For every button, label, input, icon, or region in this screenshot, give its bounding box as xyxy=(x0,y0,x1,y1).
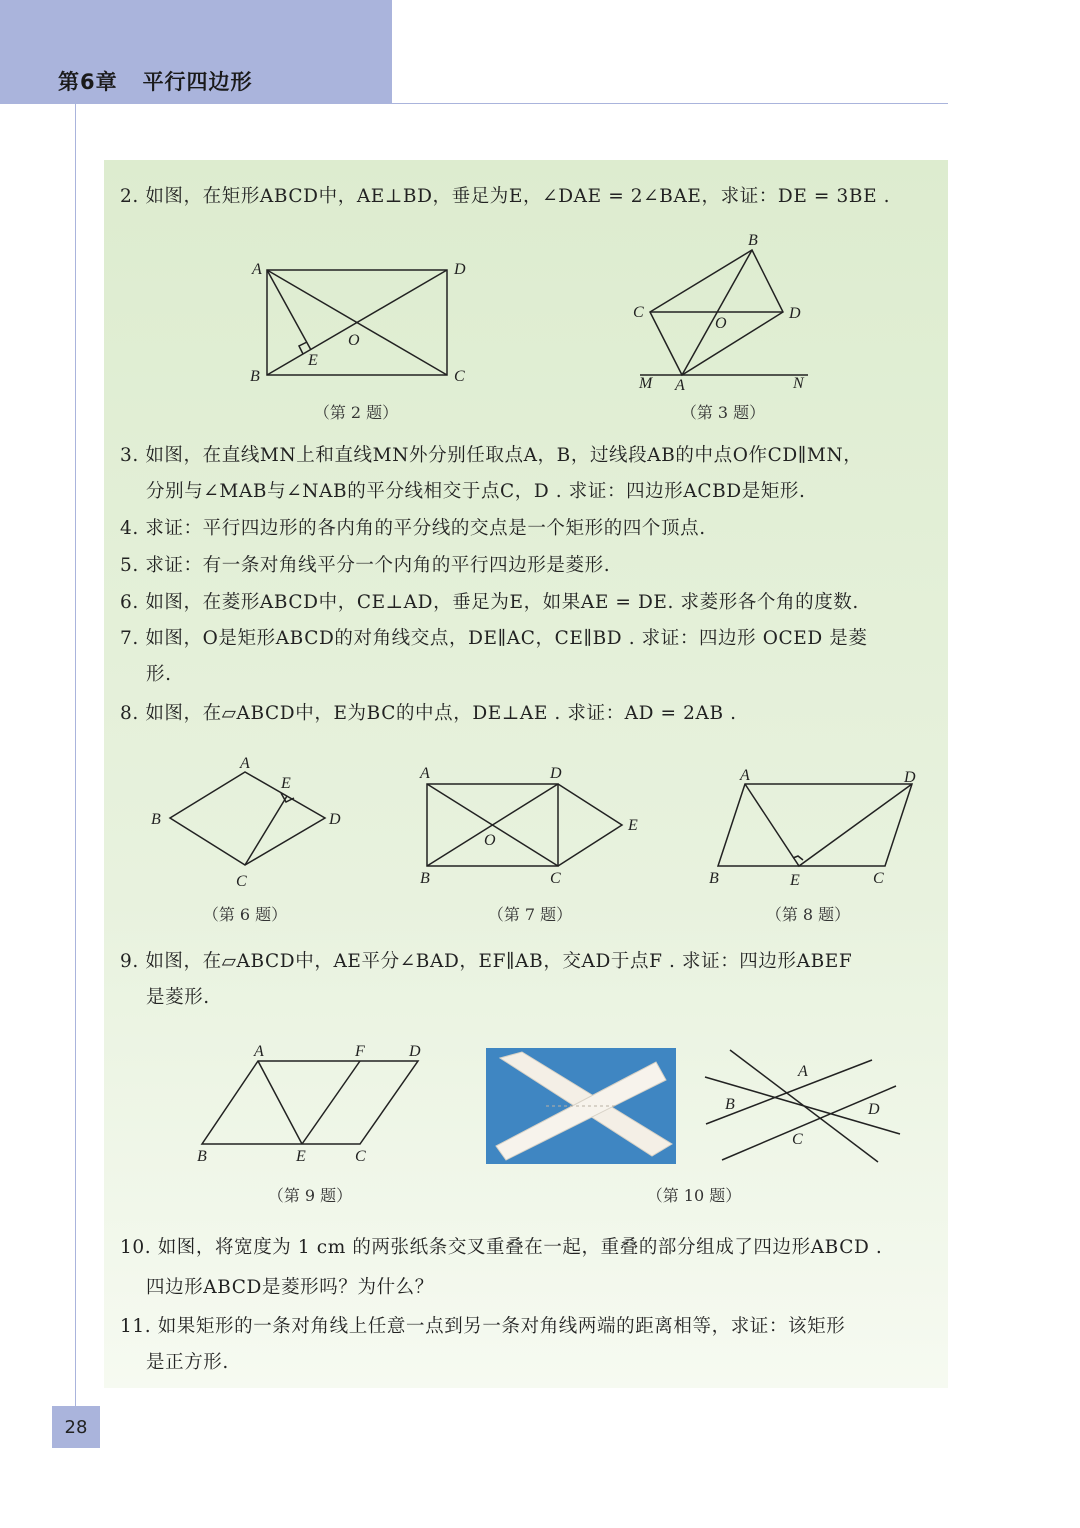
caption-9: （第 9 题） xyxy=(267,1186,353,1205)
label-d: D xyxy=(868,1101,880,1118)
figure-8 xyxy=(705,762,930,892)
chapter-number: 第6章 xyxy=(58,70,118,94)
figure-7 xyxy=(410,760,650,890)
problem-3-line-1: 3. 如图，在直线MN上和直线MN外分别任取点A，B，过线段AB的中点O作CD∥MN， xyxy=(120,445,863,466)
rhombus-abcd xyxy=(170,772,325,865)
label-b: B xyxy=(197,1148,207,1165)
label-f: F xyxy=(355,1043,365,1060)
caption-6: （第 6 题） xyxy=(202,905,288,924)
problem-10 xyxy=(120,1230,935,1306)
figure-2 xyxy=(240,255,480,395)
label-d: D xyxy=(329,811,341,828)
label-a: A xyxy=(740,767,750,784)
chapter-title xyxy=(58,66,253,96)
label-e: E xyxy=(628,817,638,834)
paper-strips-illustration xyxy=(486,1048,676,1164)
paper-strips-photo xyxy=(486,1048,676,1164)
problem-11 xyxy=(120,1309,935,1381)
problem-2: 2. 如图，在矩形ABCD中，AE⊥BD，垂足为E，∠DAE = 2∠BAE，求证：DE = 3BE . xyxy=(120,186,891,207)
chapter-name: 平行四边形 xyxy=(142,70,253,94)
label-o: O xyxy=(715,315,727,332)
problem-10-line-2: 四边形ABCD是菱形吗？为什么？ xyxy=(146,1277,434,1298)
label-c: C xyxy=(792,1131,803,1148)
label-c: C xyxy=(454,368,465,385)
label-b: B xyxy=(725,1096,735,1113)
problem-9-line-1: 9. 如图，在▱ABCD中，AE平分∠BAD，EF∥AB，交AD于点F . 求证：四边形ABEF xyxy=(120,951,853,972)
caption-2: （第 2 题） xyxy=(313,403,399,422)
label-o: O xyxy=(348,332,360,349)
label-a: A xyxy=(252,261,262,278)
label-e: E xyxy=(296,1148,306,1165)
label-b: B xyxy=(420,870,430,887)
label-o: O xyxy=(484,832,496,849)
problem-3-line-2: 分别与∠MAB与∠NAB的平分线相交于点C，D . 求证：四边形ACBD是矩形. xyxy=(146,481,806,502)
caption-8: （第 8 题） xyxy=(765,905,851,924)
problem-11-line-2: 是正方形. xyxy=(146,1352,229,1373)
label-n: N xyxy=(793,375,804,392)
figure-9 xyxy=(190,1036,440,1171)
label-e: E xyxy=(308,352,318,369)
segment-ae xyxy=(258,1061,302,1144)
problem-10-line-1: 10. 如图，将宽度为 1 cm 的两张纸条交叉重叠在一起，重叠的部分组成了四边形ABCD . xyxy=(120,1237,883,1258)
caption-7: （第 7 题） xyxy=(487,905,573,924)
segment-ef xyxy=(302,1061,360,1144)
problem-7-line-2: 形. xyxy=(146,664,172,685)
label-a: A xyxy=(240,755,250,772)
label-d: D xyxy=(550,765,562,782)
label-b: B xyxy=(151,811,161,828)
caption-10: （第 10 题） xyxy=(646,1186,742,1205)
problem-4: 4. 求证：平行四边形的各内角的平分线的交点是一个矩形的四个顶点. xyxy=(120,518,706,539)
page-number: 28 xyxy=(52,1406,100,1448)
problem-7 xyxy=(120,621,935,693)
line-3 xyxy=(706,1060,872,1124)
segment-ce xyxy=(245,796,287,865)
label-c: C xyxy=(236,873,247,890)
label-c: C xyxy=(633,304,644,321)
label-d: D xyxy=(904,769,916,786)
figure-3 xyxy=(630,228,820,398)
label-d: D xyxy=(409,1043,421,1060)
header-rule xyxy=(392,103,948,104)
line-4 xyxy=(722,1086,896,1160)
figure-10 xyxy=(700,1042,910,1172)
label-c: C xyxy=(550,870,561,887)
side-rule xyxy=(75,104,76,1406)
problem-3 xyxy=(120,438,935,510)
label-m: M xyxy=(639,375,653,392)
label-b: B xyxy=(250,368,260,385)
label-b: B xyxy=(748,232,758,249)
label-c: C xyxy=(873,870,884,887)
problem-6: 6. 如图，在菱形ABCD中，CE⊥AD，垂足为E，如果AE = DE. 求菱形各个角的度数. xyxy=(120,592,859,613)
problem-7-line-1: 7. 如图，O是矩形ABCD的对角线交点，DE∥AC，CE∥BD . 求证：四边形 OCED 是菱 xyxy=(120,628,868,649)
label-a: A xyxy=(254,1043,264,1060)
triangle-ced xyxy=(558,784,622,866)
label-d: D xyxy=(454,261,466,278)
label-a: A xyxy=(675,377,685,394)
figure-6 xyxy=(145,752,355,894)
problem-11-line-1: 11. 如果矩形的一条对角线上任意一点到另一条对角线两端的距离相等，求证：该矩形 xyxy=(120,1316,846,1337)
problem-8: 8. 如图，在▱ABCD中，E为BC的中点，DE⊥AE . 求证：AD = 2AB . xyxy=(120,703,737,724)
problem-9-line-2: 是菱形. xyxy=(146,987,210,1008)
problem-9 xyxy=(120,944,935,1016)
problem-5: 5. 求证：有一条对角线平分一个内角的平行四边形是菱形. xyxy=(120,555,611,576)
caption-3: （第 3 题） xyxy=(680,403,766,422)
segments-ae-ed xyxy=(745,784,912,866)
label-b: B xyxy=(709,870,719,887)
label-e: E xyxy=(790,872,800,889)
label-a: A xyxy=(798,1063,808,1080)
label-a: A xyxy=(420,765,430,782)
label-c: C xyxy=(355,1148,366,1165)
label-e: E xyxy=(281,775,291,792)
label-d: D xyxy=(789,305,801,322)
